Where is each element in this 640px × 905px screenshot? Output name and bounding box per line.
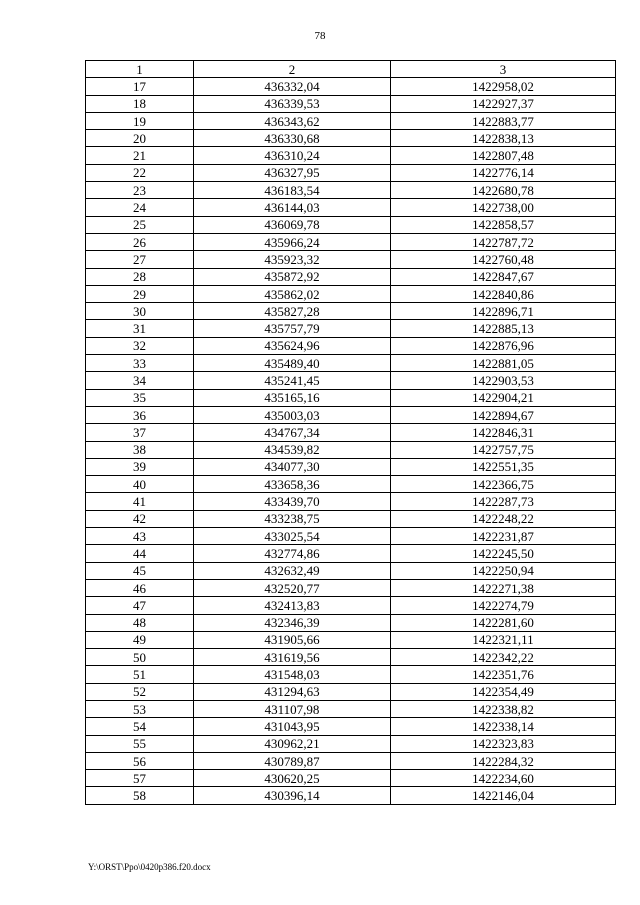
y-coordinate-cell: 1422846,31	[391, 424, 616, 441]
table-row	[86, 216, 616, 233]
y-coordinate-cell: 1422551,35	[391, 458, 616, 475]
point-number-cell: 41	[86, 493, 194, 510]
x-coordinate-cell: 436330,68	[194, 130, 391, 147]
table-row	[86, 389, 616, 406]
table-row	[86, 406, 616, 423]
table-row	[86, 649, 616, 666]
footer-file-path: Y:\ORST\Ppo\0420p386.f20.docx	[88, 862, 211, 872]
y-coordinate-cell: 1422351,76	[391, 666, 616, 683]
y-coordinate-cell: 1422146,04	[391, 787, 616, 804]
table-row	[86, 614, 616, 631]
x-coordinate-cell: 432632,49	[194, 562, 391, 579]
y-coordinate-cell: 1422338,82	[391, 700, 616, 717]
table-row	[86, 735, 616, 752]
y-coordinate-cell: 1422903,53	[391, 372, 616, 389]
table-row	[86, 545, 616, 562]
table-row	[86, 458, 616, 475]
x-coordinate-cell: 436343,62	[194, 112, 391, 129]
point-number-cell: 48	[86, 614, 194, 631]
table-row	[86, 285, 616, 302]
y-coordinate-cell: 1422231,87	[391, 528, 616, 545]
y-coordinate-cell: 1422807,48	[391, 147, 616, 164]
table-row	[86, 631, 616, 648]
point-number-cell: 35	[86, 389, 194, 406]
x-coordinate-cell: 435862,02	[194, 285, 391, 302]
x-coordinate-cell: 436339,53	[194, 95, 391, 112]
point-number-cell: 26	[86, 233, 194, 250]
y-coordinate-cell: 1422281,60	[391, 614, 616, 631]
table-row	[86, 233, 616, 250]
point-number-cell: 20	[86, 130, 194, 147]
y-coordinate-cell: 1422958,02	[391, 78, 616, 95]
table-body	[86, 61, 616, 805]
x-coordinate-cell: 432520,77	[194, 579, 391, 596]
table-row	[86, 510, 616, 527]
table-row	[86, 476, 616, 493]
y-coordinate-cell: 1422876,96	[391, 337, 616, 354]
point-number-cell: 24	[86, 199, 194, 216]
y-coordinate-cell: 1422338,14	[391, 718, 616, 735]
table-row	[86, 372, 616, 389]
x-coordinate-cell: 431107,98	[194, 700, 391, 717]
x-coordinate-cell: 435624,96	[194, 337, 391, 354]
y-coordinate-cell: 1422896,71	[391, 303, 616, 320]
x-coordinate-cell: 435966,24	[194, 233, 391, 250]
x-coordinate-cell: 431043,95	[194, 718, 391, 735]
table-row	[86, 770, 616, 787]
y-coordinate-cell: 1422680,78	[391, 182, 616, 199]
x-coordinate-cell: 430789,87	[194, 752, 391, 769]
point-number-cell: 38	[86, 441, 194, 458]
table-row	[86, 337, 616, 354]
y-coordinate-cell: 1422321,11	[391, 631, 616, 648]
table-row	[86, 441, 616, 458]
x-coordinate-cell: 435757,79	[194, 320, 391, 337]
point-number-cell: 55	[86, 735, 194, 752]
table-row	[86, 579, 616, 596]
y-coordinate-cell: 1422738,00	[391, 199, 616, 216]
point-number-cell: 57	[86, 770, 194, 787]
point-number-cell: 50	[86, 649, 194, 666]
point-number-cell: 46	[86, 579, 194, 596]
table-row	[86, 666, 616, 683]
x-coordinate-cell: 435489,40	[194, 355, 391, 372]
point-number-cell: 17	[86, 78, 194, 95]
table-row	[86, 199, 616, 216]
y-coordinate-cell: 1422250,94	[391, 562, 616, 579]
y-coordinate-cell: 1422776,14	[391, 164, 616, 181]
coordinates-table	[85, 60, 616, 805]
y-coordinate-cell: 1422234,60	[391, 770, 616, 787]
table-row	[86, 700, 616, 717]
point-number-cell: 28	[86, 268, 194, 285]
point-number-cell: 21	[86, 147, 194, 164]
point-number-cell: 39	[86, 458, 194, 475]
x-coordinate-cell: 436144,03	[194, 199, 391, 216]
x-coordinate-cell: 435241,45	[194, 372, 391, 389]
table-row	[86, 528, 616, 545]
point-number-cell: 40	[86, 476, 194, 493]
point-number-cell: 47	[86, 597, 194, 614]
table-row	[86, 562, 616, 579]
x-coordinate-cell: 430962,21	[194, 735, 391, 752]
point-number-cell: 56	[86, 752, 194, 769]
point-number-cell: 49	[86, 631, 194, 648]
y-coordinate-cell: 1422894,67	[391, 406, 616, 423]
x-coordinate-cell: 432346,39	[194, 614, 391, 631]
point-number-cell: 22	[86, 164, 194, 181]
point-number-cell: 45	[86, 562, 194, 579]
y-coordinate-cell: 1422248,22	[391, 510, 616, 527]
x-coordinate-cell: 436183,54	[194, 182, 391, 199]
x-coordinate-cell: 436069,78	[194, 216, 391, 233]
table-row	[86, 182, 616, 199]
point-number-cell: 19	[86, 112, 194, 129]
x-coordinate-cell: 431905,66	[194, 631, 391, 648]
y-coordinate-cell: 1422271,38	[391, 579, 616, 596]
page-number: 78	[314, 30, 326, 42]
point-number-cell: 51	[86, 666, 194, 683]
y-coordinate-cell: 1422366,75	[391, 476, 616, 493]
table-row	[86, 493, 616, 510]
point-number-cell: 34	[86, 372, 194, 389]
x-coordinate-cell: 431619,56	[194, 649, 391, 666]
point-number-cell: 25	[86, 216, 194, 233]
x-coordinate-cell: 432774,86	[194, 545, 391, 562]
y-coordinate-cell: 1422342,22	[391, 649, 616, 666]
point-number-cell: 30	[86, 303, 194, 320]
table-row	[86, 787, 616, 804]
y-coordinate-cell: 1422885,13	[391, 320, 616, 337]
point-number-cell: 36	[86, 406, 194, 423]
y-coordinate-cell: 1422847,67	[391, 268, 616, 285]
x-coordinate-cell: 435923,32	[194, 251, 391, 268]
point-number-cell: 53	[86, 700, 194, 717]
x-coordinate-cell: 436332,04	[194, 78, 391, 95]
point-number-cell: 58	[86, 787, 194, 804]
x-coordinate-cell: 434539,82	[194, 441, 391, 458]
table-row	[86, 718, 616, 735]
y-coordinate-cell: 1422757,75	[391, 441, 616, 458]
point-number-cell: 52	[86, 683, 194, 700]
table-row	[86, 130, 616, 147]
y-coordinate-cell: 1422881,05	[391, 355, 616, 372]
y-coordinate-cell: 1422840,86	[391, 285, 616, 302]
y-coordinate-cell: 1422760,48	[391, 251, 616, 268]
point-number-cell: 32	[86, 337, 194, 354]
x-coordinate-cell: 435827,28	[194, 303, 391, 320]
table-row	[86, 683, 616, 700]
point-number-cell: 18	[86, 95, 194, 112]
table-row	[86, 303, 616, 320]
y-coordinate-cell: 1422284,32	[391, 752, 616, 769]
x-coordinate-cell: 436310,24	[194, 147, 391, 164]
x-coordinate-cell: 430396,14	[194, 787, 391, 804]
x-coordinate-cell: 435165,16	[194, 389, 391, 406]
x-coordinate-cell: 436327,95	[194, 164, 391, 181]
y-coordinate-cell: 1422323,83	[391, 735, 616, 752]
table-row	[86, 268, 616, 285]
point-number-cell: 42	[86, 510, 194, 527]
y-coordinate-cell: 1422245,50	[391, 545, 616, 562]
point-number-cell: 33	[86, 355, 194, 372]
y-coordinate-cell: 1422274,79	[391, 597, 616, 614]
table-row	[86, 355, 616, 372]
x-coordinate-cell: 433658,36	[194, 476, 391, 493]
point-number-cell: 43	[86, 528, 194, 545]
x-coordinate-cell: 431294,63	[194, 683, 391, 700]
y-coordinate-cell: 1422354,49	[391, 683, 616, 700]
y-coordinate-cell: 1422287,73	[391, 493, 616, 510]
table-row	[86, 112, 616, 129]
point-number-cell: 37	[86, 424, 194, 441]
x-coordinate-cell: 433238,75	[194, 510, 391, 527]
y-coordinate-cell: 1422883,77	[391, 112, 616, 129]
column-header-2: 2	[194, 61, 391, 78]
x-coordinate-cell: 431548,03	[194, 666, 391, 683]
table-row	[86, 597, 616, 614]
table-header-row	[86, 61, 616, 78]
table-row	[86, 320, 616, 337]
y-coordinate-cell: 1422927,37	[391, 95, 616, 112]
y-coordinate-cell: 1422858,57	[391, 216, 616, 233]
table-row	[86, 164, 616, 181]
point-number-cell: 44	[86, 545, 194, 562]
point-number-cell: 27	[86, 251, 194, 268]
point-number-cell: 23	[86, 182, 194, 199]
y-coordinate-cell: 1422838,13	[391, 130, 616, 147]
table-row	[86, 78, 616, 95]
x-coordinate-cell: 434077,30	[194, 458, 391, 475]
table-row	[86, 752, 616, 769]
x-coordinate-cell: 435872,92	[194, 268, 391, 285]
y-coordinate-cell: 1422787,72	[391, 233, 616, 250]
table-row	[86, 424, 616, 441]
column-header-3: 3	[391, 61, 616, 78]
x-coordinate-cell: 430620,25	[194, 770, 391, 787]
x-coordinate-cell: 433439,70	[194, 493, 391, 510]
point-number-cell: 29	[86, 285, 194, 302]
x-coordinate-cell: 435003,03	[194, 406, 391, 423]
point-number-cell: 54	[86, 718, 194, 735]
table-row	[86, 251, 616, 268]
table-row	[86, 147, 616, 164]
table-row	[86, 95, 616, 112]
column-header-1: 1	[86, 61, 194, 78]
x-coordinate-cell: 434767,34	[194, 424, 391, 441]
x-coordinate-cell: 433025,54	[194, 528, 391, 545]
y-coordinate-cell: 1422904,21	[391, 389, 616, 406]
x-coordinate-cell: 432413,83	[194, 597, 391, 614]
point-number-cell: 31	[86, 320, 194, 337]
